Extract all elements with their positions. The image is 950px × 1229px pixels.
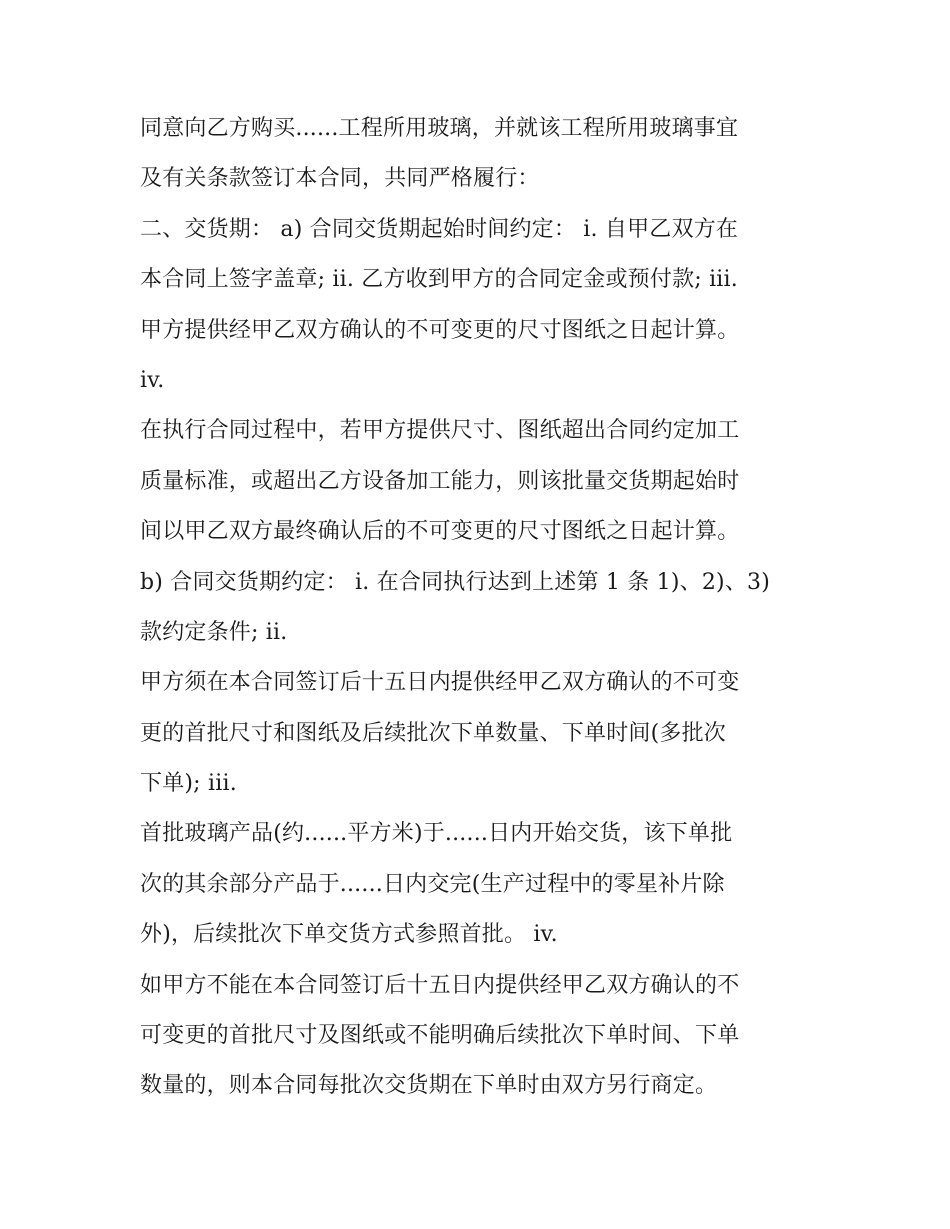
text-line: 外)，后续批次下单交货方式参照首批。 iv.	[140, 922, 558, 948]
text-line: 间以甲乙双方最终确认后的不可变更的尺寸图纸之日起计算。	[140, 519, 740, 545]
text-line: 可变更的首批尺寸及图纸或不能明确后续批次下单时间、下单	[140, 1023, 740, 1049]
document-body	[140, 104, 820, 1112]
text-line: 二、交货期： a) 合同交货期起始时间约定： i. 自甲乙双方在	[140, 216, 739, 242]
text-line: 更的首批尺寸和图纸及后续批次下单数量、下单时间(多批次	[140, 720, 726, 746]
text-line: 首批玻璃产品(约......平方米)于......日内开始交货，该下单批	[140, 821, 733, 847]
text-line: b) 合同交货期约定： i. 在合同执行达到上述第 1 条 1)、2)、3)	[140, 569, 770, 595]
text-line: iv.	[140, 367, 165, 393]
text-line: 同意向乙方购买......工程所用玻璃，并就该工程所用玻璃事宜	[140, 116, 739, 141]
text-line: 甲方须在本合同签订后十五日内提供经甲乙双方确认的不可变	[140, 670, 740, 696]
text-line: 如甲方不能在本合同签订后十五日内提供经甲乙双方确认的不	[140, 972, 740, 998]
text-line: 次的其余部分产品于......日内交完(生产过程中的零星补片除	[140, 871, 725, 897]
text-line: 本合同上签字盖章; ii. 乙方收到甲方的合同定金或预付款; iii.	[140, 267, 738, 293]
text-line: 在执行合同过程中，若甲方提供尺寸、图纸超出合同约定加工	[140, 418, 740, 444]
text-line: 下单); iii.	[140, 771, 237, 797]
text-line: 及有关条款签订本合同，共同严格履行：	[140, 166, 540, 192]
text-line: 质量标准，或超出乙方设备加工能力，则该批量交货期起始时	[140, 468, 740, 494]
text-line: 数量的，则本合同每批次交货期在下单时由双方另行商定。	[140, 1073, 718, 1099]
text-line: 款约定条件; ii.	[140, 619, 288, 645]
text-line: 甲方提供经甲乙双方确认的不可变更的尺寸图纸之日起计算。	[140, 317, 740, 343]
